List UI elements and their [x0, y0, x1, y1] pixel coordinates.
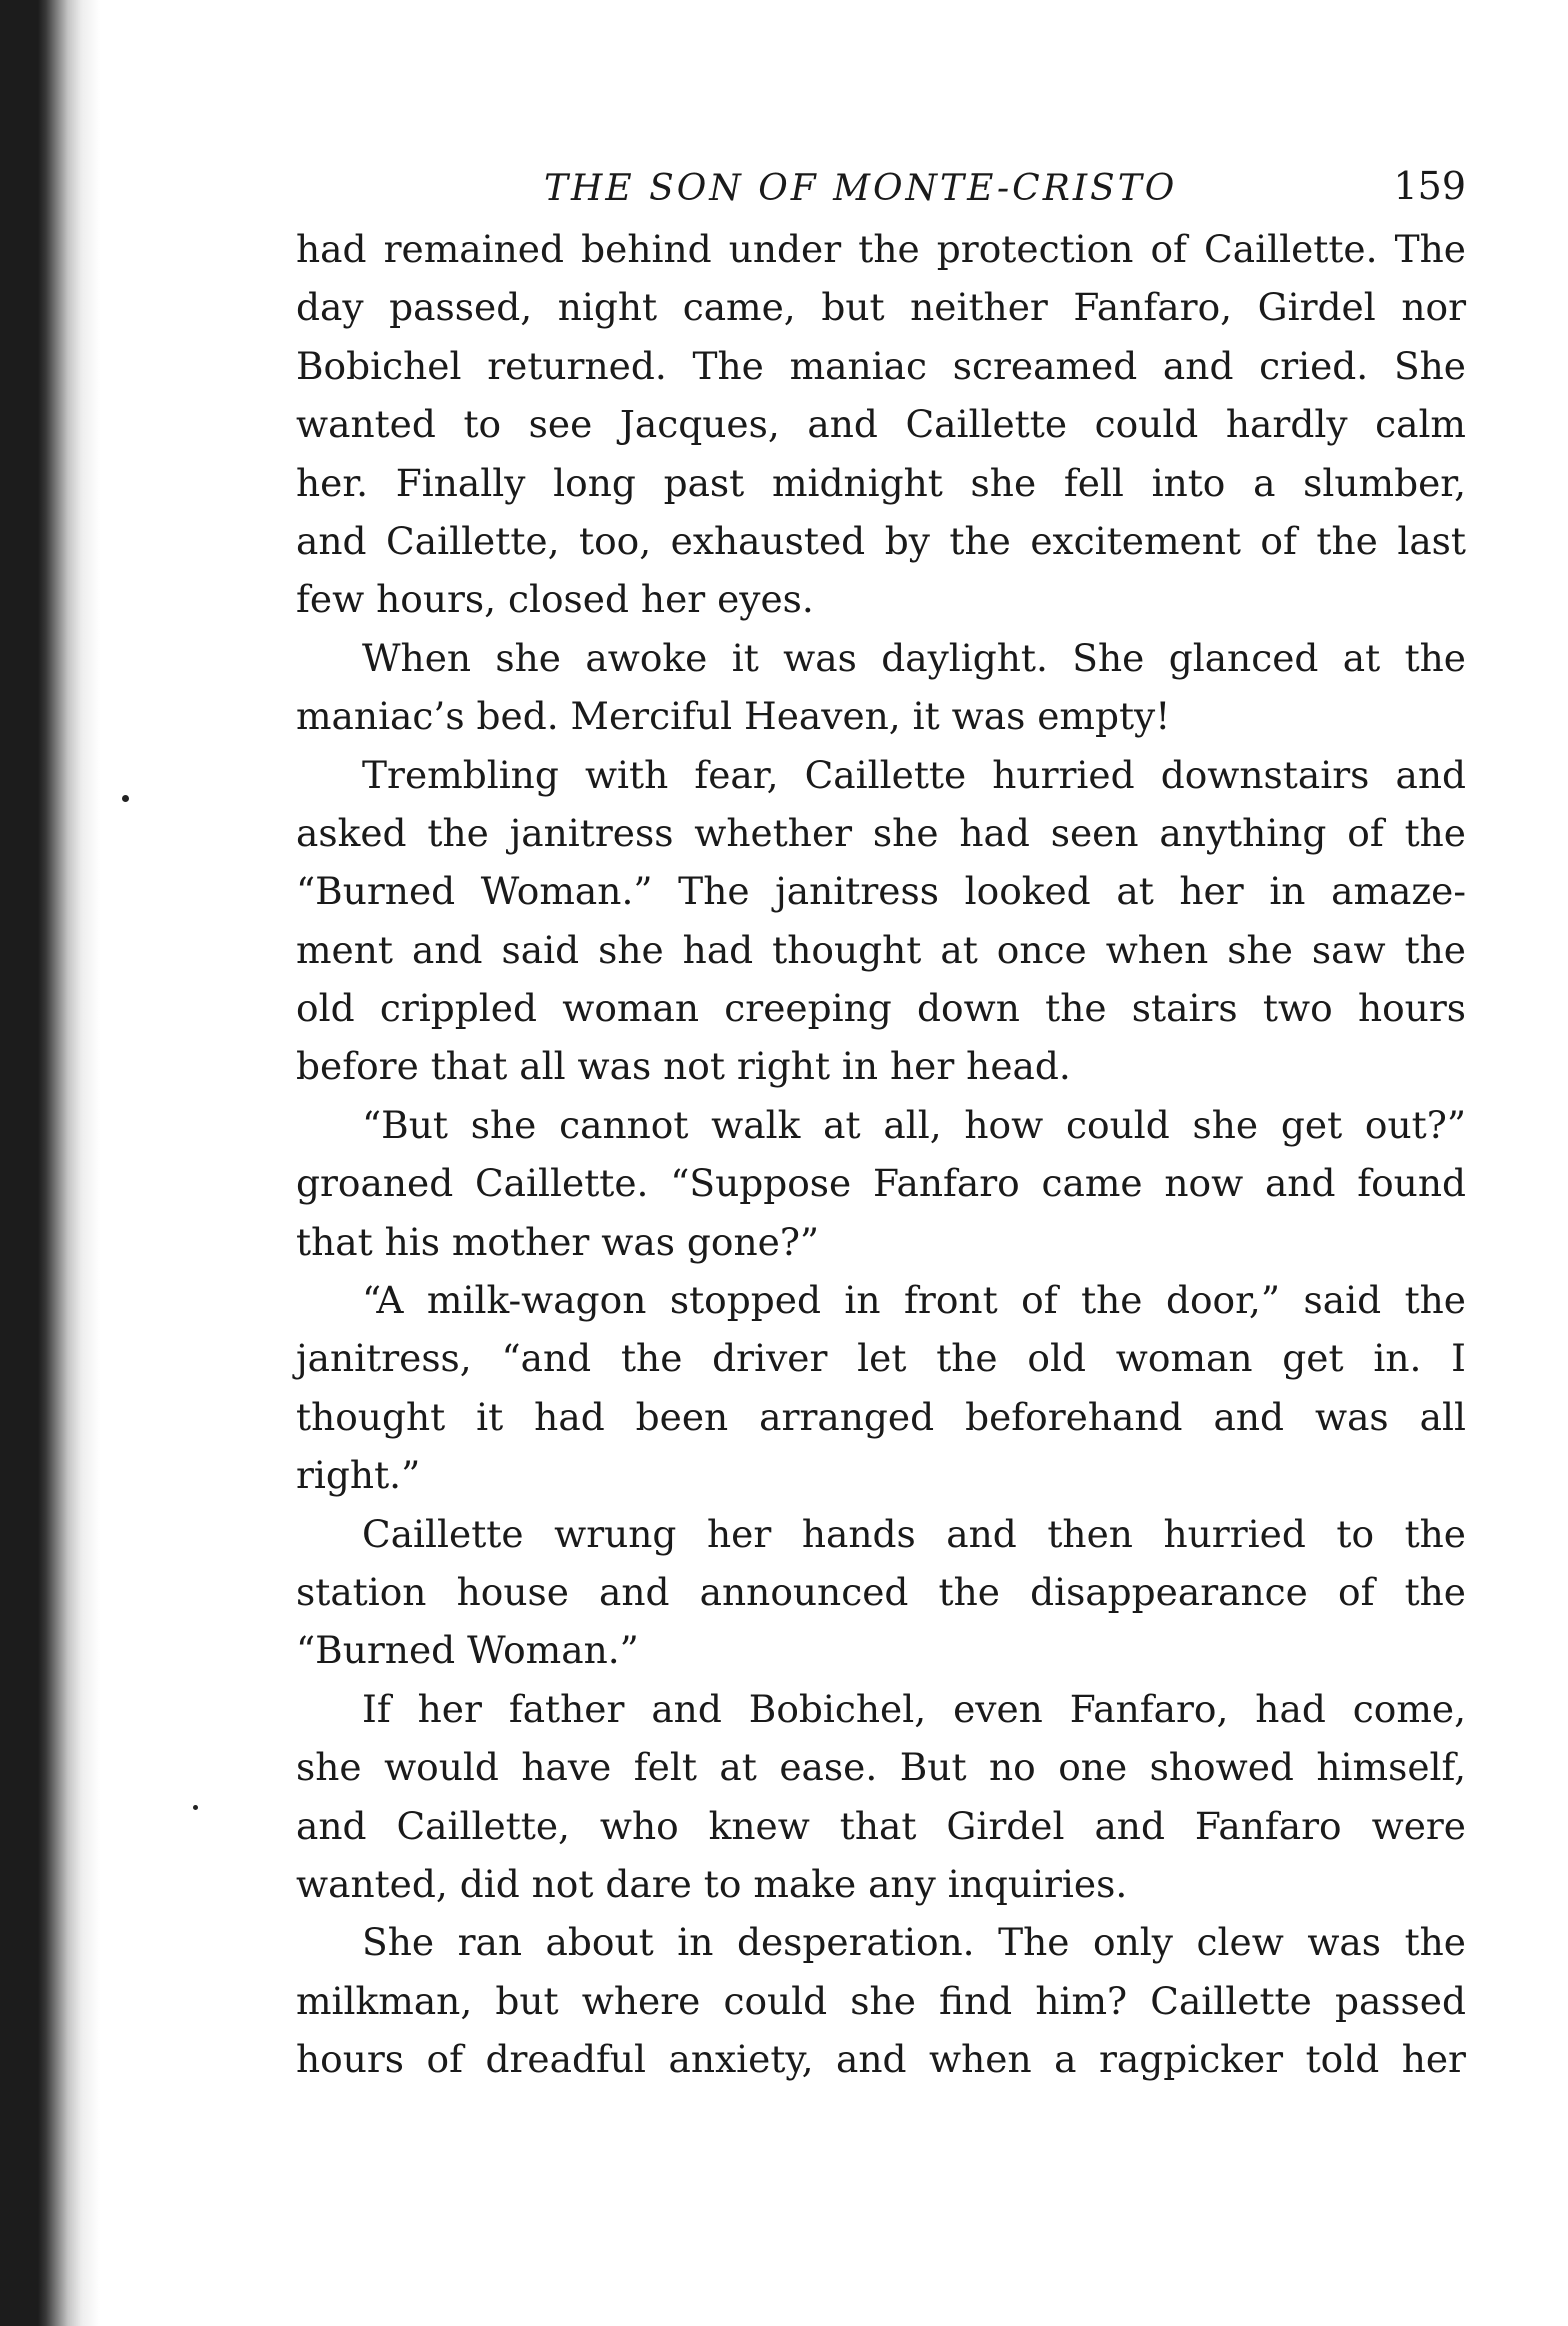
- text-line: thought it had been arranged beforehand and was all: [296, 1394, 1466, 1439]
- text-line: ment and said she had thought at once when she saw the: [296, 927, 1466, 972]
- text-line: janitress, “and the driver let the old woman get in. I: [296, 1336, 1466, 1381]
- text-line: she would have felt at ease. But no one showed himself,: [296, 1745, 1466, 1790]
- text-line: When she awoke it was daylight. She glanced at the: [362, 635, 1466, 680]
- text-line: station house and announced the disappearance of the: [296, 1569, 1466, 1614]
- running-title: THE SON OF MONTE-CRISTO: [544, 168, 1178, 209]
- text-line: few hours, closed her eyes.: [296, 577, 814, 622]
- text-line: She ran about in desperation. The only clew was the: [362, 1920, 1466, 1965]
- text-line: that his mother was gone?”: [296, 1219, 820, 1264]
- text-line: and Caillette, who knew that Girdel and Fanfaro were: [296, 1803, 1466, 1848]
- text-line: before that all was not right in her head.: [296, 1044, 1071, 1089]
- text-line: had remained behind under the protection of Caillette. The: [296, 227, 1466, 271]
- text-line: milkman, but where could she find him? Caillette passed: [296, 1978, 1466, 2023]
- text-line: “A milk-wagon stopped in front of the door,” said the: [362, 1278, 1466, 1323]
- text-line: Bobichel returned. The maniac screamed and cried. She: [296, 343, 1466, 388]
- text-line: groaned Caillette. “Suppose Fanfaro came now and found: [296, 1161, 1466, 1206]
- text-line: wanted, did not dare to make any inquiries.: [296, 1861, 1128, 1906]
- book-page: [296, 160, 1466, 2089]
- text-line: “Burned Woman.” The janitress looked at her in amaze-: [296, 869, 1466, 914]
- body-text: [296, 220, 1466, 2089]
- text-line: “But she cannot walk at all, how could she get out?”: [362, 1102, 1466, 1147]
- text-line: hours of dreadful anxiety, and when a ragpicker told her: [296, 2037, 1466, 2082]
- text-line: Caillette wrung her hands and then hurried to the: [362, 1511, 1466, 1556]
- text-line: “Burned Woman.”: [296, 1628, 639, 1673]
- ink-speck: [193, 1805, 198, 1810]
- text-line: right.”: [296, 1453, 421, 1498]
- text-line: her. Finally long past midnight she fell into a slumber,: [296, 460, 1466, 505]
- text-line: old crippled woman creeping down the stairs two hours: [296, 986, 1466, 1031]
- text-line: maniac’s bed. Merciful Heaven, it was empty!: [296, 694, 1171, 739]
- book-spine-shadow: [0, 0, 100, 2326]
- text-line: If her father and Bobichel, even Fanfaro, had come,: [362, 1686, 1466, 1731]
- page-number: 159: [1393, 164, 1466, 208]
- page-header: [296, 160, 1466, 220]
- text-line: Trembling with fear, Caillette hurried downstairs and: [362, 752, 1466, 797]
- ink-speck: [122, 795, 129, 802]
- text-line: and Caillette, too, exhausted by the excitement of the last: [296, 518, 1466, 563]
- text-line: day passed, night came, but neither Fanfaro, Girdel nor: [296, 285, 1466, 330]
- text-line: asked the janitress whether she had seen anything of the: [296, 810, 1466, 855]
- text-line: wanted to see Jacques, and Caillette could hardly calm: [296, 402, 1466, 447]
